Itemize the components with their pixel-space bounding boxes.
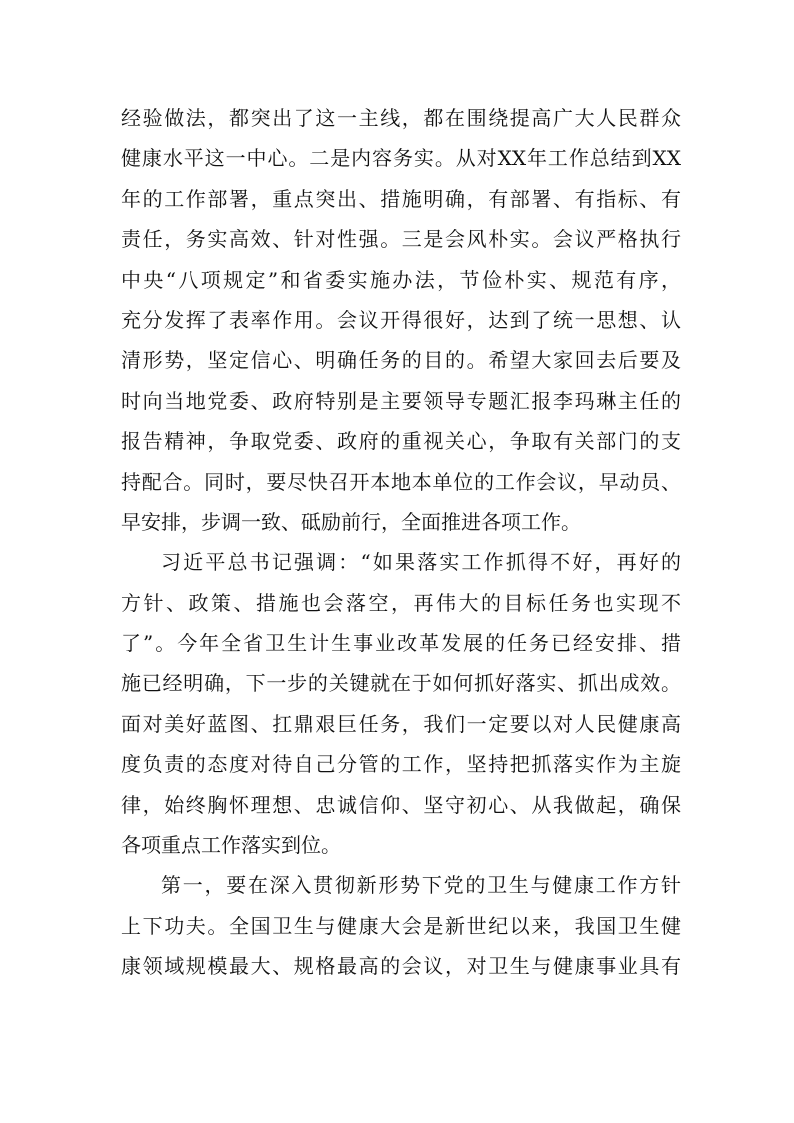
text-line: 施已经明确，下一步的关键就在于如何抓好落实、抓出成效。 — [121, 671, 681, 696]
text-line: 康领域规模最大、规格最高的会议，对卫生与健康事业具有 — [121, 954, 681, 979]
text-line: 健康水平这一中心。二是内容务实。从对XX年工作总结到XX — [121, 146, 681, 171]
text-line: 时向当地党委、政府特别是主要领导专题汇报李玛琳主任的 — [121, 388, 681, 413]
text-line: 持配合。同时，要尽快召开本地本单位的工作会议，早动员、 — [121, 469, 681, 494]
paragraph-3 — [121, 865, 681, 986]
text-line: 早安排，步调一致、砥励前行，全面推进各项工作。 — [121, 509, 581, 534]
document-body — [121, 98, 681, 987]
text-line: 充分发挥了表率作用。会议开得很好，达到了统一思想、认 — [121, 307, 681, 332]
text-line: 中央“八项规定”和省委实施办法，节俭朴实、规范有序， — [121, 267, 681, 292]
text-line: 度负责的态度对待自己分管的工作，坚持把抓落实作为主旋 — [121, 752, 681, 777]
text-line: 各项重点工作落实到位。 — [121, 833, 341, 858]
text-line: 上下功夫。全国卫生与健康大会是新世纪以来，我国卫生健 — [121, 913, 681, 938]
text-line: 面对美好蓝图、扛鼎艰巨任务，我们一定要以对人民健康高 — [121, 711, 681, 736]
text-line: 年的工作部署，重点突出、措施明确，有部署、有指标、有 — [121, 186, 681, 211]
text-line: 责任，务实高效、针对性强。三是会风朴实。会议严格执行 — [121, 227, 681, 252]
paragraph-1 — [121, 98, 681, 542]
text-line: 习近平总书记强调：“如果落实工作抓得不好，再好的 — [161, 550, 681, 575]
text-line: 方针、政策、措施也会落空，再伟大的目标任务也实现不 — [121, 590, 681, 615]
paragraph-2 — [121, 542, 681, 865]
text-line: 清形势，坚定信心、明确任务的目的。希望大家回去后要及 — [121, 348, 681, 373]
text-line: 了”。今年全省卫生计生事业改革发展的任务已经安排、措 — [121, 631, 681, 656]
text-line: 第一，要在深入贯彻新形势下党的卫生与健康工作方针 — [161, 873, 681, 898]
text-line: 经验做法，都突出了这一主线，都在围绕提高广大人民群众 — [121, 106, 681, 130]
text-line: 律，始终胸怀理想、忠诚信仰、坚守初心、从我做起，确保 — [121, 792, 681, 817]
text-line: 报告精神，争取党委、政府的重视关心，争取有关部门的支 — [121, 429, 681, 454]
